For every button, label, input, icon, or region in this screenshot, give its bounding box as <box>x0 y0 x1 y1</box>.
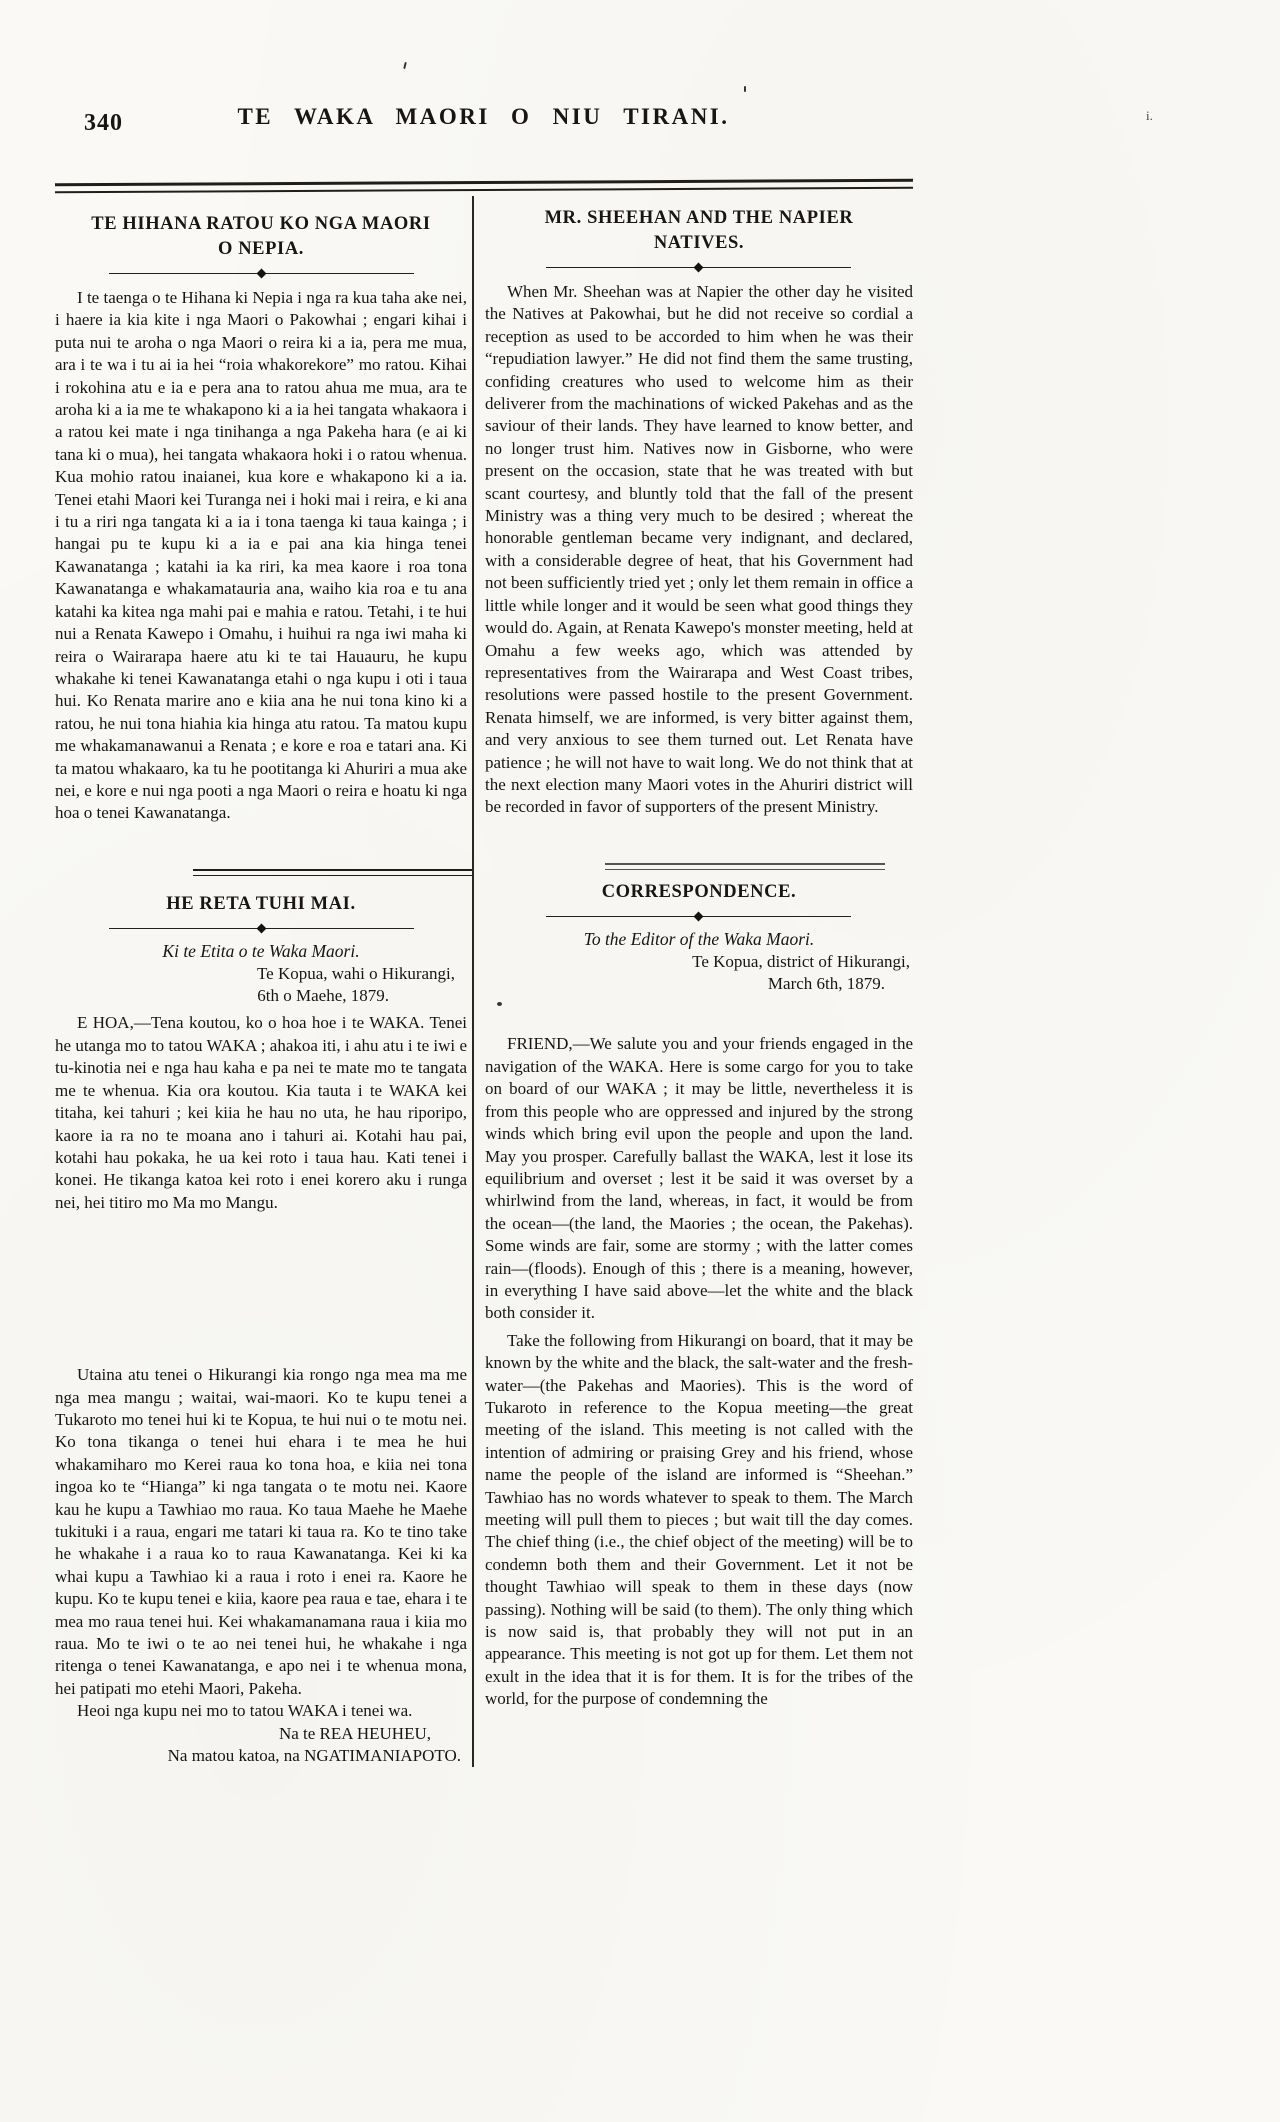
letter-date-maori: 6th o Maehe, 1879. <box>257 986 389 1006</box>
diamond-ornament-rule <box>546 913 851 920</box>
letter-closing-maori: Heoi nga kupu nei mo to tatou WAKA i tenei wa. <box>77 1701 413 1721</box>
diamond-icon <box>256 924 266 934</box>
letter-signature-2: Na matou katoa, na NGATIMANIAPOTO. <box>167 1746 461 1766</box>
letter-date-english: March 6th, 1879. <box>767 974 885 994</box>
diamond-icon <box>256 269 266 279</box>
left-column <box>55 196 467 1767</box>
letter-place-maori: Te Kopua, wahi o Hikurangi, <box>256 963 455 983</box>
section-divider-rule <box>605 863 885 870</box>
letter-salutation-maori: Ki te Etita o te Waka Maori. <box>162 941 360 962</box>
letter-signature-1: Na te REA HEUHEU, <box>278 1723 431 1743</box>
article-body-mr-sheehan: When Mr. Sheehan was at Napier the other day he visited the Natives at Pakowhai, but he did not receive so cordial a reception as used to be accorded to him when he was their “repudiation lawyer.” He did not find them the same trusting, confiding creatures who used to welcome him as their deliverer from the machinations of wicked Pakehas and as the saviour of their lands. They have learned to know better, and no longer trust him. Natives now in Gisborne, who were present on the occasion, state that he was treated with but scant courtesy, and bluntly told that the fall of the present Ministry was a thing very much to be desired ; whereat the honorable gentleman became very indignant, and declared, with a considerable degree of heat, that his Government had not been sufficiently tried yet ; only let them remain in office a little while longer and it would be seen what good things they would do. Again, at Renata Kawepo's monster meeting, held at Omahu a few weeks ago, which was attended by representatives from the Wairarapa and West Coast tribes, resolutions were passed hostile to the present Government. Renata himself, we are informed, is very bitter against them, and very anxious to see them turned out. Let Renata have patience ; he will not have to wait long. We do not think that at the next election many Maori votes in the Ahuriri district will be recorded in favor of supporters of the present Ministry. <box>484 282 913 817</box>
scan-speck <box>744 86 746 92</box>
diamond-ornament-rule <box>109 925 414 932</box>
diamond-icon <box>694 912 704 922</box>
letter-salutation-english: To the Editor of the Waka Maori. <box>583 929 815 950</box>
article-title-he-reta: HE RETA TUHI MAI. <box>166 893 356 914</box>
diamond-ornament-rule <box>546 264 851 271</box>
letter-paragraph-1-maori: E HOA,—Tena koutou, ko o hoa hoe i te WAKA. Tenei he utanga mo to tatou WAKA ; ahakoa iti, i ahu atu i te iwi e tu-kinotia nei e nga hau kaha e pa nei te mate mo te tangata me te whenua. Kia ora koutou. Kia tauta i te WAKA kei titaha, kei tahuri ; kei kiia he hau no uta, he hau riporipo, kaore ia ra no te moana ano i tahuri ai. Kotahi hau pai, kotahi hau pokaka, he ua kei roto i taua hau. Kati tenei i konei. He tikanga katoa kei roto i enei korero aku i runga nei, hei titiro mo Ma mo Mangu. <box>55 1013 467 1212</box>
content-columns <box>55 196 913 1767</box>
article-title-mr-sheehan: MR. SHEEHAN AND THE NAPIER NATIVES. <box>544 208 854 253</box>
section-divider-rule <box>193 869 473 876</box>
diamond-icon <box>694 263 704 273</box>
page-number: 340 <box>84 110 123 136</box>
article-body-te-hihana: I te taenga o te Hihana ki Nepia i nga ra kua taha ake nei, i haere ia kia kite i nga Maori o Pakowhai ; engari kihai i puta nui te aroha o nga Maori o reira ki a ia, pera me mua, ara i te wa i tu ai ia hei “roia whakorekore” mo ratou. Kihai i rokohina atu e ia e pera ana to ratou ahua me mua, ara te aroha ki a ia me te whakapono ki a ia hei tangata whakaora i a ratou kei mate i nga tinihanga a nga Pakeha hara (e ai ki tana ki o mua), hei tangata whakaora hoki i o ratou whenua. Kua mohio ratou inaianei, kua kore e whakapono ki a ia. Tenei etahi Maori kei Turanga nei i hoki mai i reira, e ki ana i tu a riri nga tangata ki a ia i tona taenga ki taua kainga ; i hangai pu te kupu ki a ia e pai ana kia hinga tenei Kawanatanga ; katahi ia ka riri, ka mea kaore i roa tona Kawanatanga e whakamatauria ana, waiho kia roa e tu ana katahi ka kitea nga mahi pai e mahia e ratou. Tetahi, i te hui nui a Renata Kawepo i Omahu, i huihui ra nga iwi maha ki reira o Wairarapa haere atu ki te tai Hauauru, he kupu whakahe ki tenei Kawanatanga etahi o nga kupu i oti i taua hui. Ko Renata marire ano e kiia ana he nui tona kino ki a ratou, he nui tona hiahia kia hinga atu ratou. Ta matou kupu me whakamanawanui a Renata ; e kore e roa e tatari ana. Ki ta matou whakaaro, ka tu he pootitanga ki Ahuriri a mua ake nei, e kore e nui nga pooti a nga Maori o reira e hoatu ki nga hoa o tenei Kawanatanga. <box>55 288 467 823</box>
letter-paragraph-2-english: Take the following from Hikurangi on board, that it may be known by the white and the black, the salt-water and the fresh-water—(the Pakehas and Maories). This is the word of Tukaroto in reference to the Kopua meeting—the great meeting of the island. This meeting is not called with the intention of admiring or praising Grey and his friend, whose name the people of the island are informed is “Sheehan.” Tawhiao has no words whatever to speak to them. The March meeting will pull them to pieces ; but wait till the day comes. The chief thing (i.e., the chief object of the meeting) will be to condemn both them and their Government. Let it not be thought Tawhiao will speak to them in these days (now passing). Nothing will be said (to them). The only thing which is now said is, that probably they will not put in an appearance. This meeting is not got up for them. Let them not exult in the idea that it is for them. It is for the tribes of the world, for the purpose of condemning the <box>484 1330 913 1709</box>
diamond-ornament-rule <box>109 270 414 277</box>
scan-speck <box>403 62 407 69</box>
masthead-title: TE WAKA MAORI O NIU TIRANI. <box>237 104 730 129</box>
letter-place-english: Te Kopua, district of Hikurangi, <box>692 951 910 971</box>
masthead-double-rule <box>55 179 913 193</box>
letter-paragraph-2-maori: Utaina atu tenei o Hikurangi kia rongo nga mea ma me nga mea mangu ; waitai, wai-maori. Ko te kupu tenei a Tukaroto mo tenei hui ki te Kopua, te hui nui o te motu nei. Ko tona tikanga o tenei hui ehara i te mea he hui whakamiharo mo Kerei raua ko tona hoa, e kiia nei tona ingoa ko te “Hianga” ki nga tangata o te motu nei. Kaore kau he kupu a Tawhiao mo raua. Ko taua Maehe he Maehe tukituki i a raua, engari me tatari ki taua ra. Ko te tino take he whakahe i a raua ko to raua Kawanatanga. Kei ki ka whai kupu a Tawhiao ki a raua i roto i enei ra. Kaore he kupu. Ko te kupu tenei e kiia, kaore pea raua e tae, ehara i te mea mo raua tenei hui. Kei whakamanamana raua i kiia mo raua. Mo te iwi o te ao nei tenei hui, he whakahe i nga ritenga o tenei Kawanatanga, e apo nei i te whenua mona, hei patipati mo etehi Maori, Pakeha. <box>55 1365 467 1698</box>
right-column <box>474 196 913 1767</box>
article-title-correspondence: CORRESPONDENCE. <box>601 881 797 902</box>
letter-paragraph-1-english: FRIEND,—We salute you and your friends engaged in the navigation of the WAKA. Here is some cargo for you to take on board of our WAKA ; it may be little, nevertheless it is from this people who are oppressed and injured by the strong winds which bring evil upon the people and upon the land. May you prosper. Carefully ballast the WAKA, lest it lose its equilibrium and overset ; lest it be said it was overset by a whirlwind from the land, whereas, in fact, it would be from the ocean—(the land, the Maories ; the ocean, the Pakehas). Some winds are fair, some are stormy ; with the latter comes rain—(floods). Enough of this ; there is a meaning, however, in everything I have said above—let the white and the black both consider it. <box>484 1034 913 1323</box>
article-title-te-hihana: TE HIHANA RATOU KO NGA MAORI O NEPIA. <box>91 214 431 259</box>
scan-corner-mark: i. <box>1146 108 1153 123</box>
